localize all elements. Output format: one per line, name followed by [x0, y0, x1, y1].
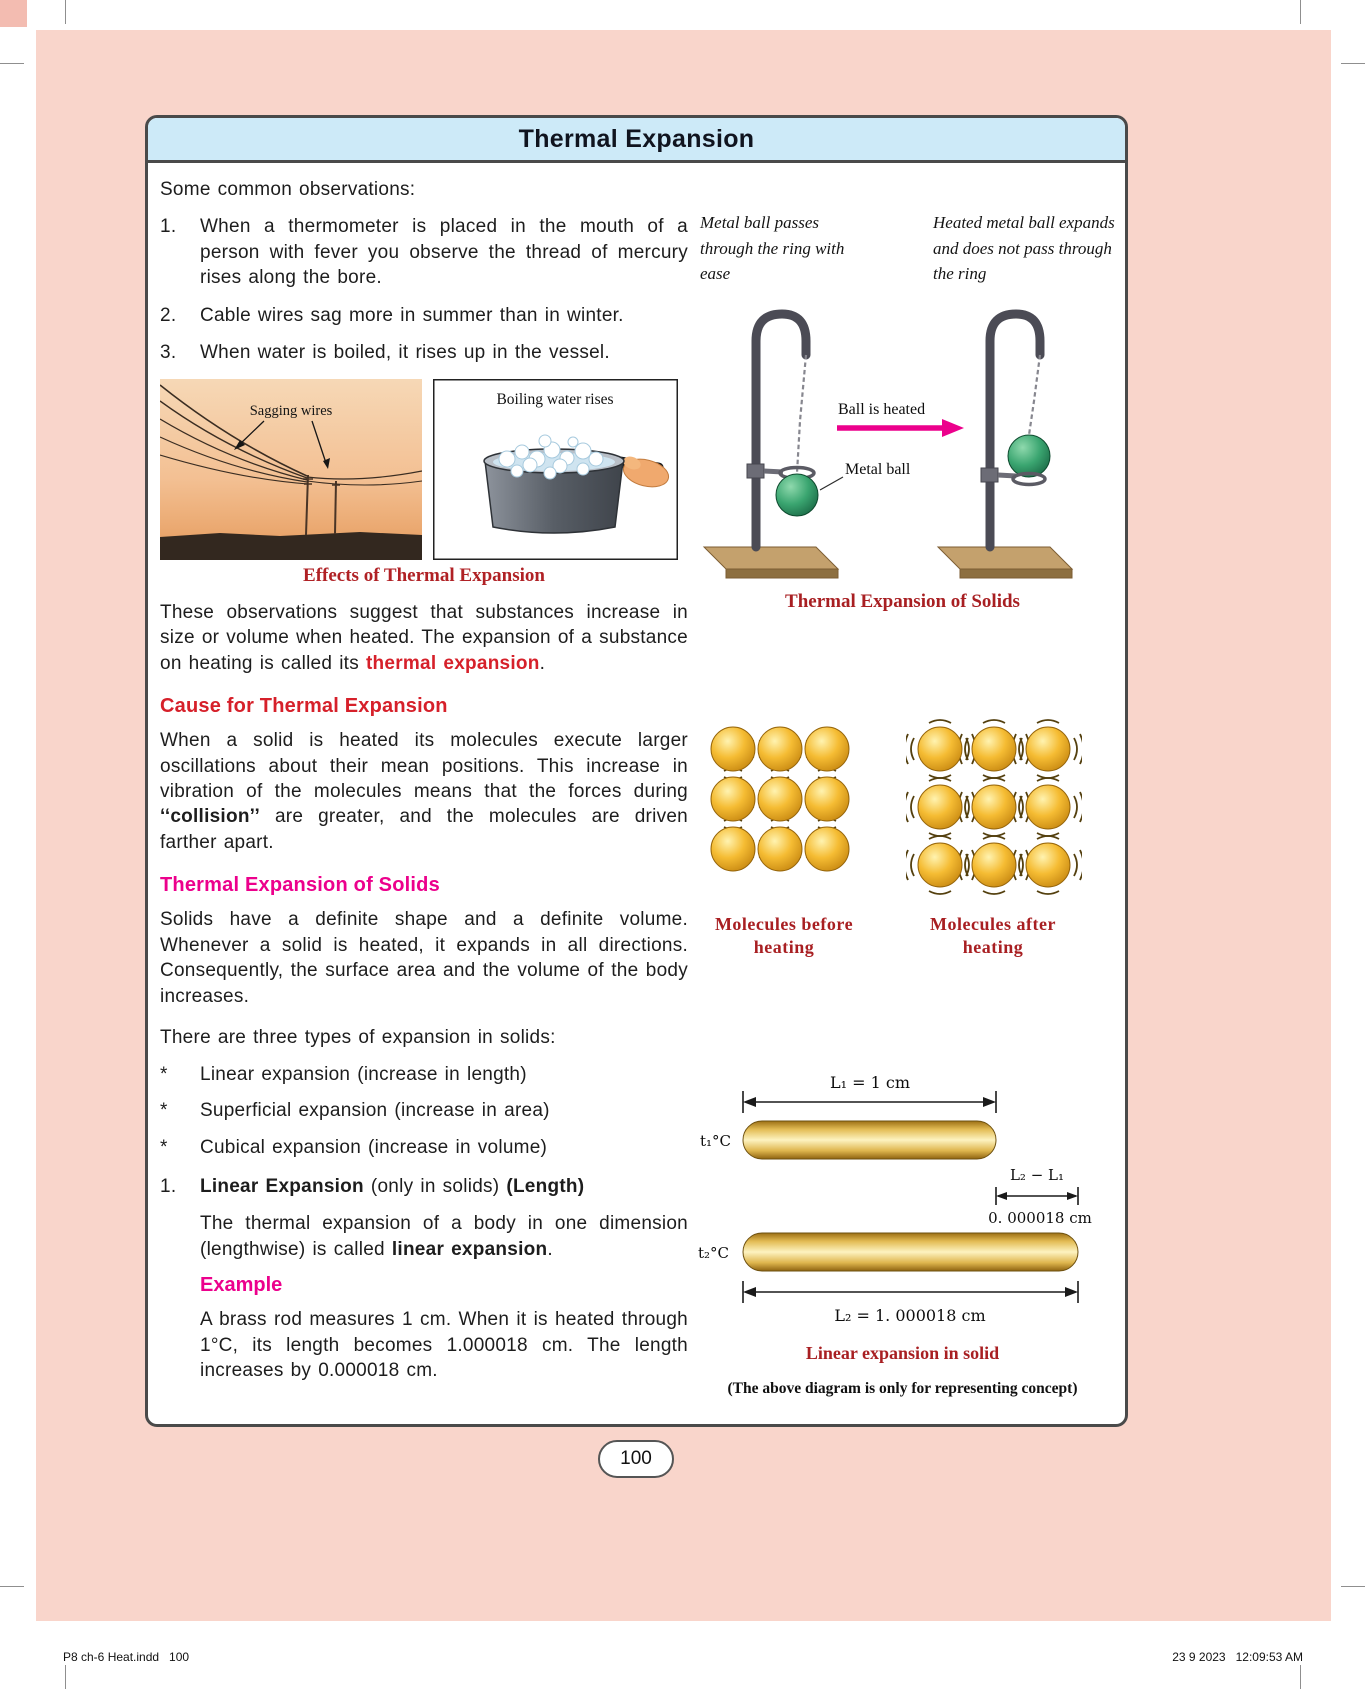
stand-annotations — [820, 401, 964, 490]
list-number: 3. — [160, 342, 177, 364]
types-intro: There are three types of expansion in solids: — [160, 1027, 556, 1049]
l2-label: L₂ = 1. 000018 cm — [834, 1306, 986, 1325]
diagram-note: (The above diagram is only for representing concept) — [727, 1380, 1078, 1397]
metal-ball-cold — [776, 474, 818, 516]
molecule-grid — [711, 727, 849, 871]
crop-mark — [1300, 0, 1301, 24]
observation-text: Cable wires sag more in summer than in winter. — [200, 304, 624, 326]
observations-intro: Some common observations: — [160, 179, 416, 200]
cause-heading: Cause for Thermal Expansion — [160, 695, 448, 718]
title-bar — [148, 118, 1125, 163]
stand-cold — [704, 314, 838, 578]
ball-is-heated-label: Ball is heated — [838, 401, 926, 418]
sagging-wires-label: Sagging wires — [249, 402, 333, 419]
t2-label: t₂°C — [698, 1244, 730, 1262]
delta-measure — [996, 1187, 1078, 1205]
l2-measure — [743, 1281, 1078, 1303]
bullet-marker: * — [160, 1136, 168, 1158]
crop-mark — [1341, 63, 1365, 64]
observation-item — [160, 214, 688, 290]
boiling-water-label: Boiling water rises — [496, 390, 614, 408]
left-column — [160, 163, 688, 1421]
t1-label: t₁°C — [700, 1132, 732, 1150]
type-item: * Cubical expansion (increase in volume) — [160, 1135, 688, 1160]
footer-timestamp: 23 9 2023 12:09:53 AM — [1172, 1650, 1303, 1664]
metal-ball-label: Metal ball — [845, 461, 911, 478]
thermal-expansion-term: thermal expansion — [365, 652, 540, 674]
type-item: * Superficial expansion (increase in area) — [160, 1098, 688, 1123]
linear-expansion-diagram — [688, 1071, 1120, 1337]
print-registration-patch — [0, 0, 27, 27]
right-column — [688, 163, 1117, 1421]
molecule-grid — [918, 727, 1070, 887]
crop-mark — [1300, 1665, 1301, 1689]
heated-arrow-icon — [942, 419, 964, 437]
crop-mark — [65, 0, 66, 24]
effects-figures — [160, 379, 688, 560]
crop-mark — [0, 63, 24, 64]
bullet-marker: * — [160, 1063, 168, 1085]
content-frame — [145, 115, 1128, 1427]
page-title: Thermal Expansion — [518, 124, 755, 153]
solids-heading: Thermal Expansion of Solids — [160, 874, 440, 897]
bullet-marker: * — [160, 1100, 168, 1122]
rod-before — [743, 1121, 996, 1159]
example-paragraph: A brass rod measures 1 cm. When it is heated through 1°C, its length becomes 1.000018 cm. The length increases by 0.000018 cm. — [200, 1309, 688, 1382]
rod-after — [743, 1233, 1078, 1271]
molecules-after-diagram — [906, 719, 1082, 897]
footer-file-info: P8 ch-6 Heat.indd 100 — [63, 1650, 190, 1664]
molecules-before-caption: Molecules before heating — [714, 914, 854, 957]
linear-definition: The thermal expansion of a body in one dimension (lengthwise) is called linear expansion. — [200, 1213, 688, 1260]
chain — [1029, 355, 1040, 435]
solids-paragraph: Solids have a definite shape and a definite volume. Whenever a solid is heated, it expands in all directions. Consequently, the surface area and the volume of the body increases. — [160, 909, 688, 1007]
list-number: 1. — [160, 1175, 177, 1197]
hot-ball-caption: Heated metal ball expands and does not pass through the ring — [933, 213, 1115, 283]
crop-mark — [65, 1665, 66, 1689]
stand-hot — [938, 314, 1072, 578]
effects-caption: Effects of Thermal Expansion — [303, 564, 545, 586]
delta-value-label: 0. 000018 cm — [988, 1209, 1092, 1227]
observation-item — [160, 303, 688, 328]
crop-mark — [0, 1586, 24, 1587]
cause-paragraph: When a solid is heated its molecules execute larger oscillations about their mean positions. This increase in vibration of the molecules means that the forces during ‘‘collision’’ are greater, and the molecules are driven farther apart. — [160, 730, 688, 853]
observations-paragraph: These observations suggest that substances increase in size or volume when heated. The expansion of a substance on heating is called its thermal expansion. — [160, 601, 688, 674]
page-number: 100 — [620, 1448, 652, 1469]
l1-measure — [743, 1091, 996, 1113]
thermal-expansion-solids-diagram — [690, 301, 1122, 591]
list-number: 2. — [160, 304, 177, 326]
example-heading: Example — [200, 1274, 283, 1297]
two-column-layout — [148, 163, 1125, 1421]
cold-ball-caption: Metal ball passes through the ring with ease — [700, 213, 845, 283]
list-number: 1. — [160, 216, 177, 238]
linear-expansion-title: 1. Linear Expansion (only in solids) (Length) — [160, 1174, 688, 1199]
metal-ball-hot — [1008, 435, 1050, 477]
observation-item — [160, 340, 688, 365]
boiling-water-figure — [433, 379, 678, 560]
linear-expansion-caption: Linear expansion in solid — [805, 1343, 1000, 1363]
chain — [797, 355, 806, 473]
stands-caption: Thermal Expansion of Solids — [785, 591, 1020, 612]
molecules-before-diagram — [700, 721, 858, 899]
sagging-wires-photo — [160, 379, 422, 560]
ring — [1013, 474, 1045, 485]
l1-label: L₁ = 1 cm — [829, 1073, 911, 1092]
observation-text: When a thermometer is placed in the mouth of a person with fever you observe the thread of mercury rises along the bore. — [200, 216, 688, 289]
page-number-badge — [598, 1440, 674, 1478]
l2-minus-l1-label: L₂ − L₁ — [1009, 1166, 1065, 1184]
crop-mark — [1341, 1586, 1365, 1587]
molecules-after-caption: Molecules after heating — [930, 914, 1056, 957]
observation-text: When water is boiled, it rises up in the vessel. — [200, 342, 610, 364]
type-item: * Linear expansion (increase in length) — [160, 1062, 688, 1087]
